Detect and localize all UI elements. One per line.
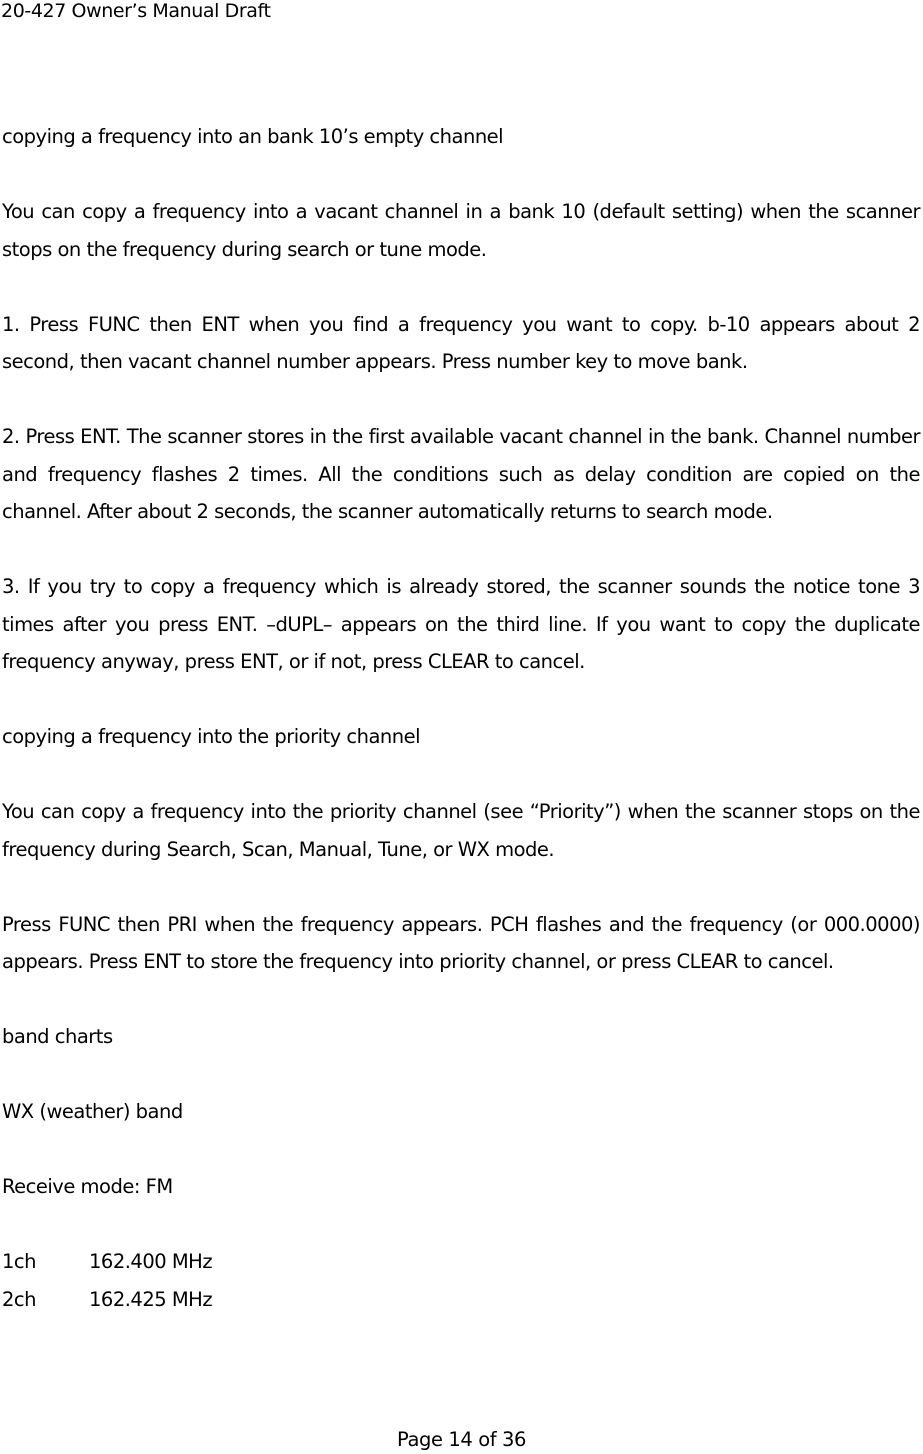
wx-band-title: WX (weather) band [2,1100,183,1123]
channel-frequency: 162.425 MHz [89,1287,213,1311]
paragraph-copy-priority-intro: You can copy a frequency into the priority channel (see “Priority”) when the scanner stops on the frequency during Search, Scan, Manual, Tune, or WX mode. [2,800,920,861]
paragraph-step-3: 3. If you try to copy a frequency which is already stored, the scanner sounds the notice tone 3 times after you press ENT. –dUPL– appears on the third line. If you want to copy the duplicate frequency anyway, press ENT, or if not, press CLEAR to cancel. [2,575,920,673]
channel-frequency: 162.400 MHz [89,1250,213,1273]
section-heading-copy-priority: copying a frequency into the priority channel [2,725,421,748]
channel-row [2,1281,920,1319]
receive-mode: Receive mode: FM [2,1175,173,1198]
paragraph-copy-priority-instructions: Press FUNC then PRI when the frequency appears. PCH flashes and the frequency (or 000.0000) appears. Press ENT to store the frequency into priority channel, or press CLEAR to cancel. [2,912,920,973]
channel-list [2,1243,920,1318]
paragraph-copy-bank-intro: You can copy a frequency into a vacant channel in a bank 10 (default setting) when the scanner stops on the frequency during search or tune mode. [2,200,920,261]
channel-number: 1ch [2,1250,36,1273]
channel-row [2,1243,920,1281]
page-body [2,118,920,1318]
section-heading-band-charts: band charts [2,1025,113,1048]
page-number: Page 14 of 36 [396,1428,527,1451]
section-heading-copy-bank: copying a frequency into an bank 10’s empty channel [2,125,504,148]
running-header: 20-427 Owner’s Manual Draft [1,0,271,22]
paragraph-step-2: 2. Press ENT. The scanner stores in the first available vacant channel in the bank. Channel number and frequency flashes 2 times. All the conditions such as delay condition are copied on the channel. After about 2 seconds, the scanner automatically returns to search mode. [2,425,920,523]
paragraph-step-1: 1. Press FUNC then ENT when you find a frequency you want to copy. b-10 appears about 2 second, then vacant channel number appears. Press number key to move bank. [2,312,920,373]
channel-number: 2ch [2,1287,36,1311]
